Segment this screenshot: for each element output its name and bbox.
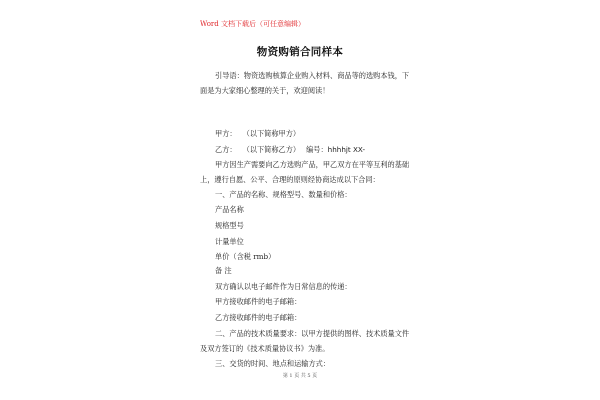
section3-heading: 三、交货的时间、地点和运输方式： (215, 359, 331, 368)
field-unit: 计量单位 (215, 237, 244, 246)
party-b-code-value: hhhhjt XX- (327, 145, 366, 154)
field-remarks: 备 注 (215, 266, 232, 275)
party-a-label: 甲方： (215, 129, 237, 138)
party-b-line (215, 145, 365, 154)
email-line-3: 乙方接收邮件的电子邮箱： (215, 313, 302, 322)
intro-line-2: 面是为大家细心整理的关于，欢迎阅读！ (200, 86, 330, 95)
party-b-label: 乙方： (215, 145, 237, 154)
section1-heading: 一、产品的名称、规格型号、数量和价格： (215, 190, 352, 199)
preamble-line-2: 上，遵行自愿、公平、合理的原则经协商达成以下合同： (200, 175, 380, 184)
field-unit-price: 单价（含税 rmb） (215, 252, 276, 261)
preamble-line-1: 甲方因生产需要向乙方选购产品，甲乙双方在平等互利的基础 (215, 160, 410, 169)
field-spec-model: 规格型号 (215, 221, 244, 230)
page-footer: 第 1 页 共 5 页 (282, 373, 318, 379)
email-line-1: 双方确认以电子邮件作为日常信息的传递： (215, 282, 352, 291)
section2-line-2: 及双方签订的《技术质量协议书》为准。 (200, 344, 330, 353)
page-title: 物资购销合同样本 (256, 46, 344, 58)
party-b-value: （以下简称乙方） (242, 145, 301, 154)
intro-line-1: 引导语：物资选购核算企业购入材料、商品等的选购本钱，下 (215, 71, 410, 80)
field-product-name: 产品名称 (215, 205, 244, 214)
section2-line-1: 二、产品的技术质量要求：以甲方提供的图样、技术质量文件 (215, 329, 410, 338)
email-line-2: 甲方接收邮件的电子邮箱： (215, 297, 302, 306)
party-a-line (215, 129, 300, 138)
party-b-code-label: 编号： (306, 145, 328, 154)
party-a-value: （以下简称甲方） (242, 129, 301, 138)
header-note: Word 文档下载后（可任意编辑） (200, 20, 305, 28)
